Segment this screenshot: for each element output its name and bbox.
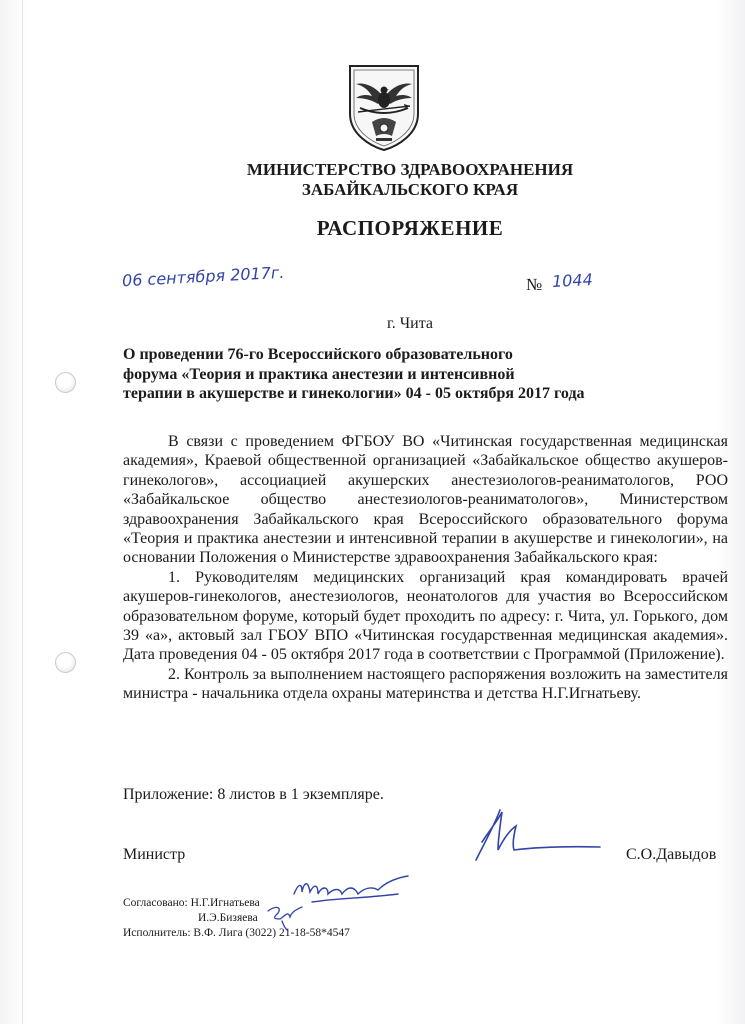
subject-line-1: О проведении 76-го Всероссийского образовательного (123, 346, 513, 363)
appendix-note: Приложение: 8 листов в 1 экземпляре. (123, 786, 384, 803)
ministry-line-1: МИНИСТЕРСТВО ЗДРАВООХРАНЕНИЯ (246, 160, 574, 179)
item-2-paragraph: 2. Контроль за выполнением настоящего распоряжения возложить на заместителя министра - начальника отдела охраны материнства и детства Н.Г.Игнатьеву. (123, 665, 728, 703)
intro-paragraph: В связи с проведением ФГБОУ ВО «Читинская государственная медицинская академия», Краевой общественной организацией «Забайкальское общество акушеров-гинекологов», ассоциацией акушерских анестезиологов-реаниматологов, РОО «Забайкальское общество анестезиологов-реаниматологов», Министерством здравоохранения Забайкальского края Всероссийского образовательного форума «Теория и практика анестезии и интенсивной терапии в акушерстве и гинекологии», на основании Положения о Министерстве здравоохранения Забайкальского края: (123, 433, 728, 567)
subject-heading (123, 345, 643, 404)
minister-signature-icon (470, 800, 610, 870)
item-1-paragraph: 1. Руководителям медицинских организаций края командировать врачей акушеров-гинекологов, анестезиологов, неонатологов для участия во Всероссийском образовательном форуме, который будет проходить по адресу: г. Чита, ул. Горького, дом 39 «а», актовый зал ГБОУ ВПО «Читинская государственная медицинская академия». Дата проведения 04 - 05 октября 2017 года в соответствии с Программой (Приложение). (123, 568, 728, 664)
ministry-name (150, 160, 670, 200)
executor-line: Исполнитель: В.Ф. Лига (3022) 21-18-58*4547 (123, 927, 350, 939)
agreed-line-2: И.Э.Бизяева (198, 912, 258, 924)
city-line: г. Чита (386, 315, 433, 332)
signatory-title: Министр (123, 846, 186, 863)
initials-signature-icon (264, 901, 308, 933)
document-body (123, 432, 728, 704)
subject-line-2: форума «Теория и практика анестезии и интенсивной (123, 365, 515, 383)
page-edge-line (22, 0, 23, 1024)
subject-line-3: терапии в акушерстве и гинекологии» 04 - 05 октября 2017 года (123, 385, 585, 402)
handwritten-number: 1044 (551, 269, 594, 292)
punch-hole-icon (55, 652, 76, 673)
punch-hole-icon (55, 372, 76, 393)
coat-of-arms-icon (346, 62, 422, 152)
number-sign: № (526, 275, 543, 294)
ministry-line-2: ЗАБАЙКАЛЬСКОГО КРАЯ (301, 180, 519, 199)
document-type-title: РАСПОРЯЖЕНИЕ (316, 216, 504, 240)
agreed-line-1: Согласовано: Н.Г.Игнатьева (123, 897, 260, 909)
handwritten-date: 06 сентября 2017г. (121, 262, 285, 291)
signatory-name: С.О.Давыдов (626, 846, 717, 863)
